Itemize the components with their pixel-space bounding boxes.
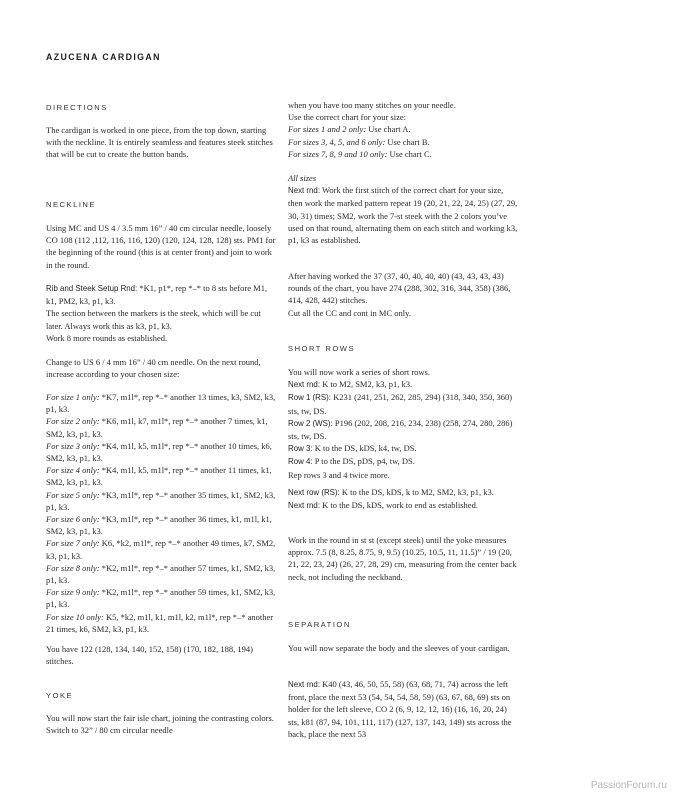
yoke-text: You will now start the fair isle chart, joining the contrasting colors. Switch to 32” / 80 cm circular needle: [46, 713, 274, 736]
chart-item: For sizes 3, 4, 5, and 6 only: Use chart B.: [288, 136, 430, 147]
size-item: For size 2 only: *K6, m1l, k7, m1l*, rep *–* another 7 times, k1, SM2, k3, p1, k3.: [46, 416, 268, 439]
short-row-item: Row 4: P to the DS, pDS, p4, tw, DS.: [288, 456, 415, 467]
change-needle-text: Change to US 6 / 4 mm 16” / 40 cm needle. On the next round, increase according to your chosen size:: [46, 357, 261, 380]
size-item: For size 1 only: *K7, m1l*, rep *–* another 13 times, k3, SM2, k3, p1, k3.: [46, 392, 276, 415]
all-sizes-block: All sizes Next rnd: Work the first stitch of the correct chart for your size, then work the marked pattern repeat 19 (20, 21, 22, 24, 25) (27, 29, 30, 31) times; SM2, work the 7-st steek with the 2 colors you’ve used on that round, alternating them on each stitch and working k3, p1, k3 as established.: [288, 173, 518, 246]
short-row-item: Row 1 (RS): K231 (241, 251, 262, 285, 294) (318, 340, 350, 360) sts, tw, DS.: [288, 392, 513, 416]
size-item: For size 6 only: *K3, m1l*, rep *–* another 36 times, k1, m1l, k1, SM2, k3, p1, k3.: [46, 514, 272, 537]
short-rows-block: You will now work a series of short rows. Next rnd: K to M2, SM2, k3, p1, k3. Row 1 (RS): K231 (241, 251, 262, 285, 294) (318, 340, 350, 360) sts, tw, DS. Row 2 (WS): P196 (202, 208, 216, 234, 238) (258, 274, 280, 286) sts, tw, DS. Row 3: K to the DS, kDS, k4, tw, DS. Row 4: P to the DS, pDS, p4, tw, DS. Rep rows 3 and 4 twice more.: [288, 366, 518, 481]
size-item: For size 3 only: *K4, m1l, k5, m1l*, rep *–* another 10 times, k6, SM2, k3, p1, k3.: [46, 440, 272, 464]
separation-heading: SEPARATION: [288, 620, 351, 629]
size-item: For size 7 only: K6, *k2, m1l*, rep *–* another 49 times, k7, SM2, k3, p1, k3.: [46, 538, 276, 561]
short-row-item: Row 3: K to the DS, kDS, k4, tw, DS.: [288, 443, 417, 454]
size-item: For size 5 only: *K3, m1l*, rep *–* another 35 times, k1, SM2, k3, p1, k3.: [46, 489, 276, 512]
watermark: PassionForum.ru: [590, 780, 667, 791]
after-chart-block: After having worked the 37 (37, 40, 40, 40, 40) (43, 43, 43, 43) rounds of the chart, you have 274 (288, 302, 316, 344, 358) (386, 414, 428, 442) stitches. Cut all the CC and cont in MC only.: [288, 271, 511, 318]
size-item: For size 9 only: *K2, m1l*, rep *–* another 59 times, k1, SM2, k3, p1, k3.: [46, 587, 276, 610]
short-row-item: Next rnd: K to M2, SM2, k3, p1, k3.: [288, 379, 413, 390]
rib-label: Rib and Steek Setup Rnd:: [46, 284, 138, 293]
separation-round: Next rnd: K40 (43, 46, 50, 55, 58) (63, 68, 71, 74) across the left front, place the next 53 (54, 54, 54, 58, 59) (63, 67, 68, 69) sts on holder for the left sleeve, CO 2 (6, 9, 12, 12, 16) (16, 16, 20, 24) sts, k81 (87, 94, 101, 111, 117) (127, 137, 143, 149) sts across the back, place the next 53: [288, 679, 512, 739]
rib-setup-block: Rib and Steek Setup Rnd: *K1, p1*, rep *–* to 8 sts before M1, k1, PM2, k3, p1, k3. The section between the markers is the steek, which will be cut later. Always work this as k3, p1, k3. Work 8 more rounds as established.: [46, 283, 268, 343]
short-rows-heading: SHORT ROWS: [288, 344, 356, 353]
stitch-count-text: You have 122 (128, 134, 140, 152, 158) (170, 182, 188, 194) stitches.: [46, 644, 253, 667]
separation-intro: You will now separate the body and the sleeves of your cardigan.: [288, 643, 510, 653]
size-item: For size 10 only: K5, *k2, m1l, k1, m1l, k2, m1l*, rep *–* another 21 times, k6, SM2, k3, p1, k3.: [46, 611, 274, 634]
directions-text: The cardigan is worked in one piece, from the top down, starting with the neckline. It is entirely seamless and features steek stitches that will be cut to create the button bands.: [46, 125, 273, 160]
short-row-item: Row 2 (WS): P196 (202, 208, 216, 234, 238) (258, 274, 280, 286) sts, tw, DS.: [288, 417, 513, 442]
pattern-title: AZUCENA CARDIGAN: [46, 52, 161, 62]
chart-intro-block: when you have too many stitches on your needle. Use the correct chart for your size: For sizes 1 and 2 only: Use chart A. For sizes 3, 4, 5, and 6 only: Use chart B. For sizes 7, 8, 9 and 10 only: Use chart C.: [288, 99, 518, 160]
size-increase-list: [46, 391, 276, 635]
neckline-heading: NECKLINE: [46, 200, 96, 209]
chart-item: For sizes 7, 8, 9 and 10 only: Use chart C.: [288, 148, 432, 159]
size-item: For size 8 only: *K2, m1l*, rep *–* another 57 times, k1, SM2, k3, p1, k3.: [46, 562, 276, 586]
next-row-block: Next row (RS): K to the DS, kDS, k to M2, SM2, k3, p1, k3. Next rnd: K to the DS, kDS, work to end as established.: [288, 487, 494, 511]
neckline-text: Using MC and US 4 / 3.5 mm 16” / 40 cm circular needle, loosely CO 108 (112 ,112, 116, 116, 120) (120, 124, 128, 128) sts. PM1 for the beginning of the round (this is at center front) and join to work in the round.: [46, 223, 276, 270]
size-item: For size 4 only: *K4, m1l, k5, m1l*, rep *–* another 11 times, k1, SM2, k3, p1, k3.: [46, 465, 272, 488]
chart-item: For sizes 1 and 2 only: Use chart A.: [288, 124, 411, 135]
directions-heading: DIRECTIONS: [46, 103, 108, 112]
yoke-heading: YOKE: [46, 691, 74, 700]
work-round-text: Work in the round in st st (except steek) until the yoke measures approx. 7.5 (8, 8.25, 8.75, 9, 9.5) (10.25, 10.5, 11, 11.5)” / 19 (20, 21, 22, 23, 24) (26, 27, 28, 29) cm, measuring from the center back neck, not including the neckband.: [288, 535, 517, 582]
